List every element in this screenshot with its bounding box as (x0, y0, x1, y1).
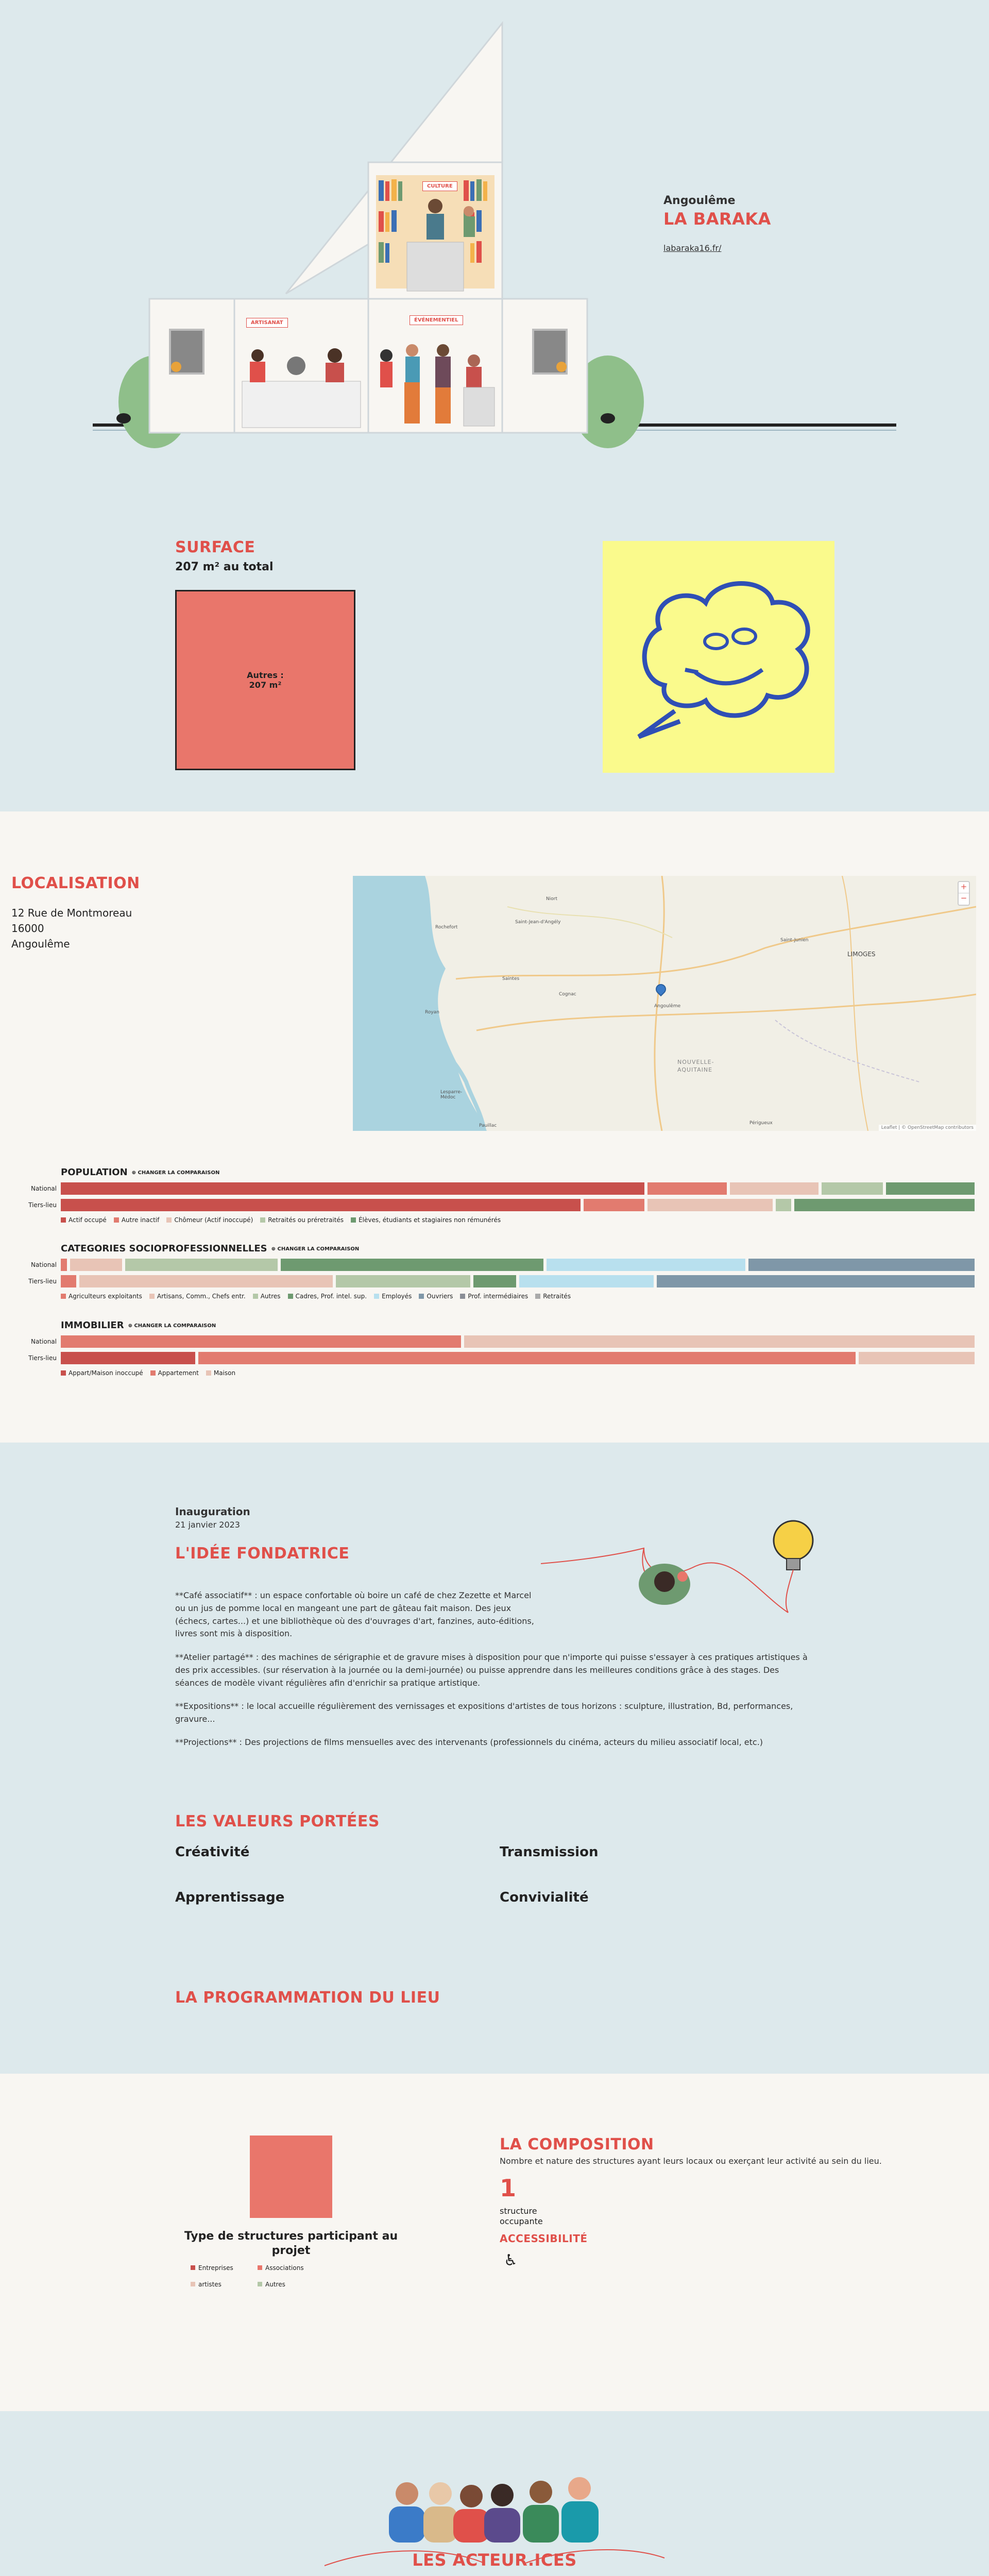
valeurs-title: LES VALEURS PORTÉES (175, 1812, 380, 1831)
legend-swatch (258, 2282, 262, 2286)
wheelchair-icon: ♿ (504, 2251, 518, 2269)
change-comparison-button[interactable]: ⊕ CHANGER LA COMPARAISON (271, 1246, 360, 1252)
idee-paragraph: **Atelier partagé** : des machines de sérigraphie et de gravure mises à disposition pour que n'importe qui puisse s'essayer à ces pratiques artistiques à des prix accessibles. (sur réservation à la journée ou la demi-journée) ou puisse apprendre dans les meilleures conditions grâce à des stages. Des séances de modèle vivant régulières afin d'enrichir sa pratique artistique. (175, 1652, 808, 1688)
legend-item (166, 1216, 253, 1224)
change-comparison-button[interactable]: ⊕ CHANGER LA COMPARAISON (128, 1323, 216, 1329)
legend-swatch (61, 1294, 66, 1299)
legend-label: Maison (213, 1369, 236, 1377)
bar-segment[interactable] (584, 1199, 645, 1211)
bar-segment[interactable] (70, 1259, 122, 1271)
localisation-section (0, 811, 989, 1443)
legend-swatch (150, 1370, 156, 1376)
building-illustration (0, 0, 989, 464)
change-comparison-button[interactable]: ⊕ CHANGER LA COMPARAISON (131, 1170, 220, 1176)
inauguration-label: Inauguration (175, 1505, 250, 1518)
legend-swatch (191, 2282, 195, 2286)
idee-title: L'IDÉE FONDATRICE (175, 1545, 350, 1563)
legend-swatch (149, 1294, 155, 1299)
structure-legend (191, 2264, 325, 2288)
legend-item (419, 1293, 453, 1300)
legend-swatch (260, 1217, 265, 1223)
bar-row-label: Tiers-lieu (28, 1354, 57, 1362)
stat-legend (61, 1216, 501, 1224)
legend-swatch (114, 1217, 119, 1223)
acteurs-section (0, 2411, 989, 2576)
bar-segment[interactable] (336, 1275, 470, 1287)
bar-segment[interactable] (776, 1199, 791, 1211)
zoom-out-button[interactable]: − (960, 893, 967, 903)
bar-row-label: Tiers-lieu (28, 1278, 57, 1285)
accessibilite-title: ACCESSIBILITÉ (500, 2232, 588, 2245)
legend-item (253, 1293, 281, 1300)
idee-paragraph: **Expositions** : le local accueille régulièrement des vernissages et expositions d'artistes de tous horizons : sculpture, illustration, Bd, performances, gravure... (175, 1701, 793, 1724)
valeur-item: Convivialité (500, 1890, 589, 1905)
surface-box-label: Autres : (247, 670, 284, 680)
legend-label: Employés (382, 1293, 412, 1300)
legend-item (288, 1293, 367, 1300)
programmation-title: LA PROGRAMMATION DU LIEU (175, 1989, 440, 2007)
zoom-in-button[interactable]: + (959, 882, 969, 893)
surface-title: SURFACE (175, 538, 255, 556)
legend-label: Appartement (158, 1369, 199, 1377)
map[interactable] (353, 876, 976, 1131)
stat-block-title (61, 1320, 216, 1331)
legend-swatch (61, 1370, 66, 1376)
legend-swatch (374, 1294, 379, 1299)
bar-segment[interactable] (281, 1259, 543, 1271)
legend-label: Agriculteurs exploitants (69, 1293, 142, 1300)
map-label-limoges: LIMOGES (847, 951, 876, 958)
bar-segment[interactable] (61, 1335, 461, 1348)
structure-chart-title: Type de structures participant au projet (184, 2230, 398, 2257)
composition-subtitle: Nombre et nature des structures ayant leurs locaux ou exerçant leur activité au sein du lieu. (500, 2156, 882, 2166)
legend-item (260, 1216, 344, 1224)
map-label-angouleme: Angoulême (654, 1004, 681, 1009)
map-label-perigueux: Périgueux (749, 1121, 773, 1126)
map-label-saintjean: Saint-Jean-d'Angély (515, 920, 561, 925)
idee-section (0, 1443, 989, 2074)
stacked-bar (61, 1352, 978, 1364)
structure-count-label: occupante (500, 2216, 543, 2226)
legend-item (535, 1293, 571, 1300)
legend-item (374, 1293, 412, 1300)
legend-label: Prof. intermédiaires (468, 1293, 528, 1300)
bar-segment[interactable] (730, 1182, 819, 1195)
stacked-bar (61, 1275, 978, 1287)
structure-chart-square (250, 2136, 332, 2218)
map-zoom-control (958, 881, 970, 906)
stat-legend (61, 1293, 571, 1300)
legend-label: Retraités ou préretraités (268, 1216, 344, 1224)
sign-culture: CULTURE (422, 181, 457, 191)
map-label-rochefort: Rochefort (435, 925, 458, 930)
bar-segment[interactable] (647, 1182, 727, 1195)
bar-row-label: National (30, 1261, 57, 1268)
legend-swatch (419, 1294, 424, 1299)
idee-paragraph: **Projections** : Des projections de films mensuelles avec des intervenants (professionnels du cinéma, acteurs du milieu associatif local, etc.) (175, 1737, 763, 1747)
legend-item (61, 1216, 107, 1224)
stat-block-title (61, 1243, 359, 1254)
legend-item (61, 1369, 143, 1377)
map-label-lesparre: Lesparre-Médoc (440, 1090, 463, 1100)
stacked-bar (61, 1259, 978, 1271)
idee-paragraph: **Café associatif** : un espace confortable où boire un café de chez Zezette et Marcel ou un jus de pomme local en mangeant une part de gâteau fait maison. Des jeux (échecs, cartes...) et une bibliothèque où des d'ouvrages d'art, fanzines, auto-éditions, livres sont mis à disposition. (175, 1590, 534, 1639)
bar-segment[interactable] (61, 1259, 67, 1271)
legend-label: Autres (265, 2281, 285, 2288)
legend-item (114, 1216, 160, 1224)
legend-label: Autre inactif (121, 1216, 160, 1224)
sign-artisanat: ARTISANAT (246, 318, 288, 328)
cloud-mascot-illustration (603, 541, 834, 773)
legend-label: Appart/Maison inoccupé (69, 1369, 143, 1377)
map-label-pauillac: Pauillac (479, 1123, 497, 1128)
bar-segment[interactable] (61, 1199, 581, 1211)
bar-segment[interactable] (748, 1259, 975, 1271)
bar-segment[interactable] (198, 1352, 856, 1364)
stat-title-text: CATEGORIES SOCIOPROFESSIONNELLES (61, 1243, 267, 1254)
legend-swatch (253, 1294, 258, 1299)
bar-segment[interactable] (657, 1275, 975, 1287)
legend-item (61, 1293, 142, 1300)
legend-label: Artisans, Comm., Chefs entr. (157, 1293, 246, 1300)
stacked-bar (61, 1335, 978, 1348)
people-illustration (376, 2465, 613, 2543)
map-label-royan: Royan (425, 1010, 439, 1015)
stat-legend (61, 1369, 235, 1377)
structure-count-label: structure (500, 2206, 537, 2216)
legend-item (460, 1293, 528, 1300)
composition-section (0, 2074, 989, 2411)
legend-item (150, 1369, 199, 1377)
legend-label: Chômeur (Actif inoccupé) (174, 1216, 253, 1224)
bar-segment[interactable] (547, 1259, 745, 1271)
legend-label: Entreprises (198, 2264, 233, 2272)
legend-label: Autres (260, 1293, 281, 1300)
legend-swatch (460, 1294, 465, 1299)
inauguration-date: 21 janvier 2023 (175, 1520, 240, 1530)
hero-title: LA BARAKA (663, 209, 771, 229)
bar-segment[interactable] (125, 1259, 278, 1271)
map-label-nouvelle: NOUVELLE- (677, 1059, 714, 1065)
legend-item (206, 1369, 235, 1377)
stat-title-text: IMMOBILIER (61, 1320, 124, 1331)
legend-item (351, 1216, 501, 1224)
sign-evenementiel: ÉVÉNEMENTIEL (410, 315, 463, 325)
bar-segment[interactable] (794, 1199, 975, 1211)
map-attribution[interactable]: Leaflet | © OpenStreetMap contributors (879, 1125, 976, 1131)
legend-item (258, 2264, 325, 2272)
legend-swatch (61, 1217, 66, 1223)
acteurs-title: LES ACTEUR.ICES (412, 2550, 577, 2570)
legend-item (191, 2281, 258, 2288)
surface-total: 207 m² au total (175, 561, 274, 573)
legend-swatch (166, 1217, 172, 1223)
legend-swatch (535, 1294, 540, 1299)
map-label-niort: Niort (546, 896, 557, 902)
valeur-item: Transmission (500, 1844, 599, 1860)
legend-swatch (206, 1370, 211, 1376)
valeur-item: Apprentissage (175, 1890, 285, 1905)
mascot-card (603, 541, 834, 773)
structure-count: 1 (500, 2174, 517, 2202)
map-label-saintes: Saintes (502, 976, 520, 981)
legend-item (149, 1293, 246, 1300)
surface-section (0, 474, 989, 811)
legend-label: Associations (265, 2264, 304, 2272)
legend-label: Cadres, Prof. intel. sup. (295, 1293, 367, 1300)
stacked-bar (61, 1182, 978, 1195)
legend-swatch (258, 2265, 262, 2270)
stat-block-title (61, 1167, 219, 1178)
bar-segment[interactable] (647, 1199, 773, 1211)
legend-label: Ouvriers (427, 1293, 453, 1300)
address-city: Angoulême (11, 938, 70, 950)
composition-title: LA COMPOSITION (500, 2136, 654, 2154)
legend-item (191, 2264, 258, 2272)
map-label-saintjunien: Saint-Junien (780, 938, 809, 943)
map-label-aquitaine: AQUITAINE (677, 1066, 713, 1073)
bar-row-label: National (30, 1338, 57, 1345)
bar-segment[interactable] (464, 1335, 975, 1348)
bar-segment[interactable] (473, 1275, 516, 1287)
legend-swatch (351, 1217, 356, 1223)
bar-segment[interactable] (61, 1352, 195, 1364)
stat-title-text: POPULATION (61, 1167, 128, 1178)
bar-row-label: National (30, 1185, 57, 1192)
map-label-cognac: Cognac (559, 992, 576, 997)
legend-swatch (288, 1294, 293, 1299)
hero-website-link[interactable]: labaraka16.fr/ (663, 243, 722, 253)
bar-segment[interactable] (822, 1182, 883, 1195)
bar-segment[interactable] (519, 1275, 654, 1287)
hero-city: Angoulême (663, 194, 736, 207)
address-street: 12 Rue de Montmoreau (11, 907, 132, 919)
idea-illustration (541, 1499, 850, 1654)
address-postcode: 16000 (11, 922, 44, 935)
legend-label: artistes (198, 2281, 221, 2288)
stacked-bar (61, 1199, 978, 1211)
legend-label: Élèves, étudiants et stagiaires non rémunérés (359, 1216, 501, 1224)
bar-segment[interactable] (61, 1275, 76, 1287)
bar-segment[interactable] (859, 1352, 975, 1364)
surface-box (175, 590, 355, 770)
legend-swatch (191, 2265, 195, 2270)
legend-item (258, 2281, 325, 2288)
bar-row-label: Tiers-lieu (28, 1201, 57, 1209)
legend-label: Retraités (543, 1293, 571, 1300)
valeur-item: Créativité (175, 1844, 250, 1860)
hero-section (0, 0, 989, 474)
bar-segment[interactable] (886, 1182, 975, 1195)
legend-label: Actif occupé (69, 1216, 107, 1224)
surface-box-value: 207 m² (249, 680, 282, 690)
bar-segment[interactable] (79, 1275, 333, 1287)
bar-segment[interactable] (61, 1182, 644, 1195)
localisation-title: LOCALISATION (11, 874, 140, 892)
